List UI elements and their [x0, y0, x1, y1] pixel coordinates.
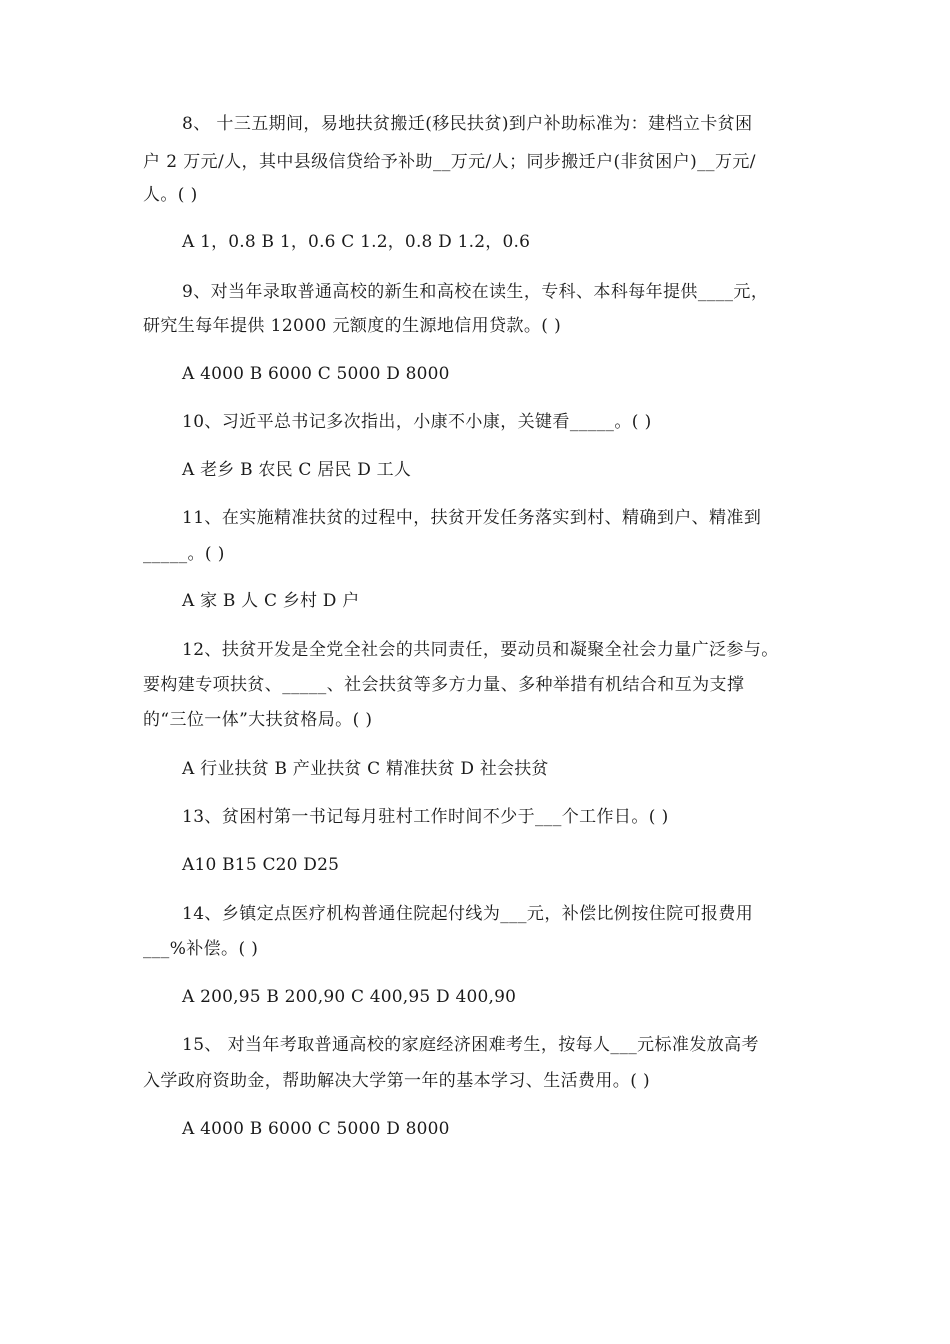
question-12-line-3: 的“三位一体”大扶贫格局。( )	[143, 710, 373, 730]
question-10-line-1: 10、习近平总书记多次指出，小康不小康，关键看_____。( )	[182, 412, 652, 432]
question-9-line-2: 研究生每年提供 12000 元额度的生源地信用贷款。( )	[143, 316, 562, 336]
question-8-options: A 1，0.8 B 1，0.6 C 1.2，0.8 D 1.2，0.6	[182, 232, 531, 252]
question-12-line-2: 要构建专项扶贫、_____、社会扶贫等多方力量、多种举措有机结合和互为支撑	[143, 675, 745, 695]
question-9-line-1: 9、对当年录取普通高校的新生和高校在读生，专科、本科每年提供____元，	[182, 282, 769, 302]
question-11-line-2: _____。( )	[143, 544, 225, 564]
question-12-line-1: 12、扶贫开发是全党全社会的共同责任，要动员和凝聚全社会力量广泛参与。	[182, 640, 779, 660]
question-9-options: A 4000 B 6000 C 5000 D 8000	[182, 364, 450, 384]
question-10-options: A 老乡 B 农民 C 居民 D 工人	[182, 460, 412, 480]
question-13-options: A10 B15 C20 D25	[182, 855, 340, 875]
question-11-line-1: 11、在实施精准扶贫的过程中，扶贫开发任务落实到村、精确到户、精准到	[182, 508, 762, 528]
question-15-line-1: 15、 对当年考取普通高校的家庭经济困难考生，按每人___元标准发放高考	[182, 1035, 759, 1055]
question-14-options: A 200,95 B 200,90 C 400,95 D 400,90	[182, 987, 517, 1007]
question-8-line-1: 8、 十三五期间，易地扶贫搬迁(移民扶贫)到户补助标准为：建档立卡贫困	[182, 114, 753, 134]
question-11-options: A 家 B 人 C 乡村 D 户	[182, 591, 360, 611]
question-12-options: A 行业扶贫 B 产业扶贫 C 精准扶贫 D 社会扶贫	[182, 759, 549, 779]
question-8-line-2: 户 2 万元/人，其中县级信贷给予补助__万元/人；同步搬迁户(非贫困户)__万元/	[143, 152, 756, 172]
question-13-line-1: 13、贫困村第一书记每月驻村工作时间不少于___个工作日。( )	[182, 807, 669, 827]
question-15-options: A 4000 B 6000 C 5000 D 8000	[182, 1119, 450, 1139]
question-15-line-2: 入学政府资助金，帮助解决大学第一年的基本学习、生活费用。( )	[143, 1071, 651, 1091]
question-8-line-3: 人。( )	[143, 185, 198, 205]
question-14-line-2: ___%补偿。( )	[143, 939, 259, 959]
question-14-line-1: 14、乡镇定点医疗机构普通住院起付线为___元，补偿比例按住院可报费用	[182, 904, 754, 924]
